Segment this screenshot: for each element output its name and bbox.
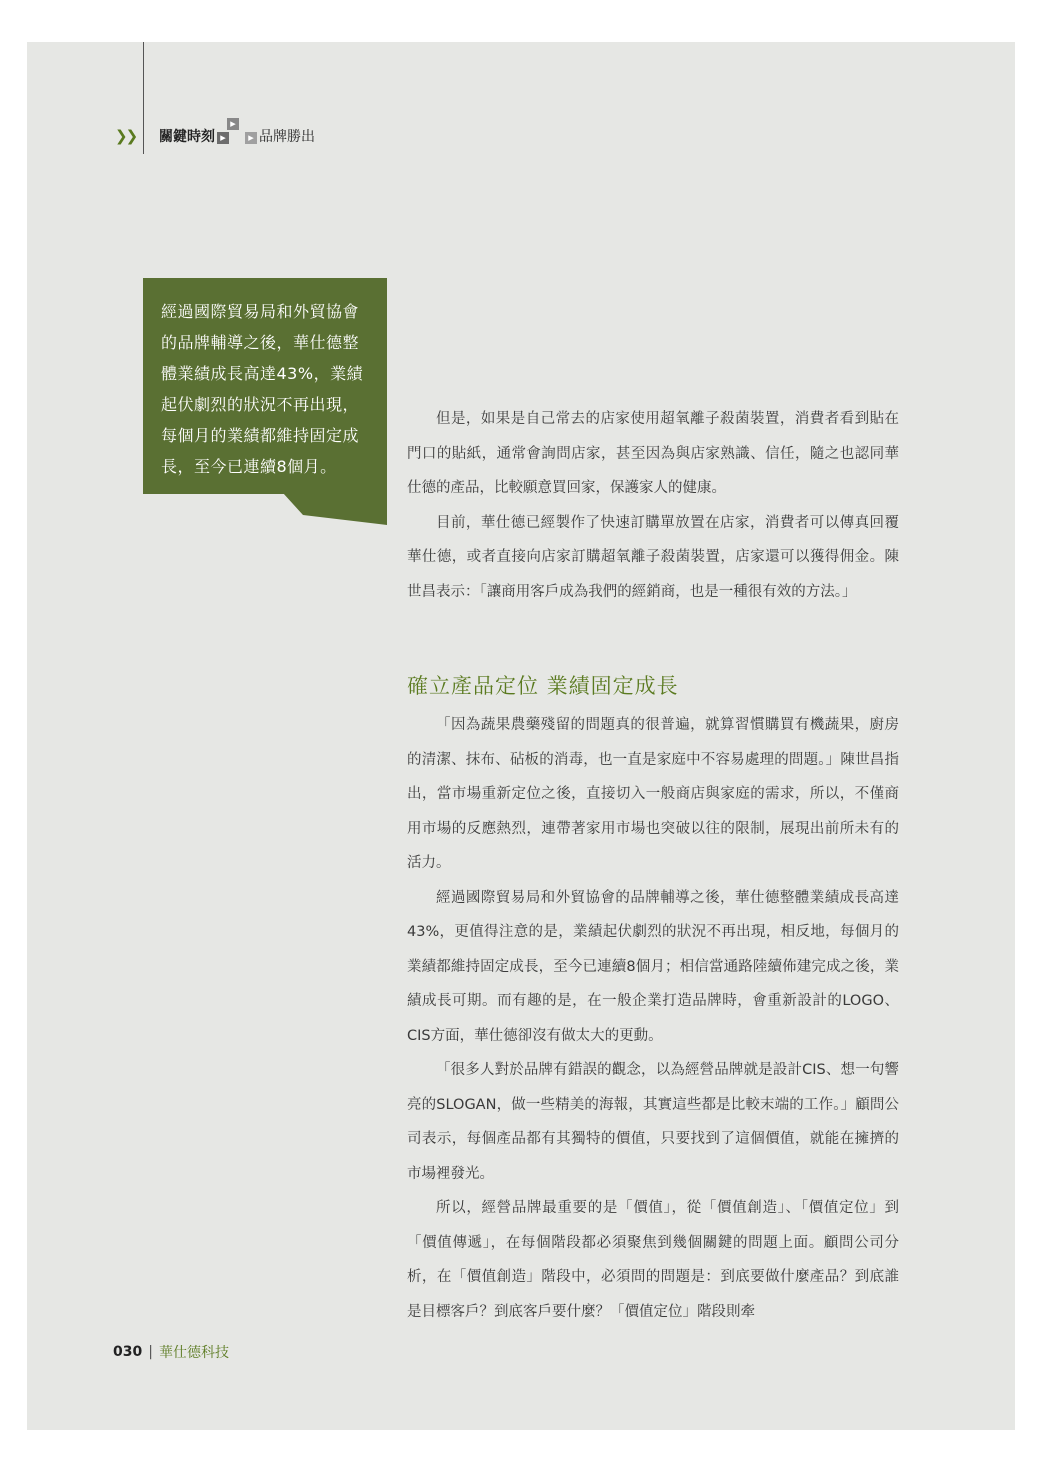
page-number: 030 bbox=[113, 1344, 143, 1360]
magazine-page bbox=[27, 42, 1015, 1430]
stacked-arrow-icon: ▸ ▸ ▸ bbox=[215, 126, 259, 146]
paragraph: 「很多人對於品牌有錯誤的觀念，以為經營品牌就是設計CIS、想一句響亮的SLOGAN，做一些精美的海報，其實這些都是比較末端的工作。」顧問公司表示，每個產品都有其獨特的價值，只要找到了這個價值，就能在擁擠的市場裡發光。 bbox=[407, 1062, 899, 1182]
article-body-top bbox=[407, 402, 899, 609]
pull-quote-text: 經過國際貿易局和外貿協會的品牌輔導之後，華仕德整體業績成長高達43%，業績起伏劇烈的狀況不再出現，每個月的業績都維持固定成長，至今已連續8個月。 bbox=[161, 302, 364, 476]
double-chevron-icon: ❯❯ bbox=[115, 127, 137, 145]
pull-quote-tail bbox=[143, 493, 387, 525]
paragraph: 「因為蔬果農藥殘留的問題真的很普遍，就算習慣購買有機蔬果，廚房的清潔、抹布、砧板的消毒，也一直是家庭中不容易處理的問題。」陳世昌指出，當市場重新定位之後，直接切入一般商店與家庭的需求，所以，不僅商用市場的反應熱烈，連帶著家用市場也突破以往的限制，展現出前所未有的活力。 bbox=[407, 717, 899, 871]
pull-quote-box bbox=[143, 278, 387, 494]
breadcrumb-section: 關鍵時刻 bbox=[159, 129, 215, 145]
paragraph: 但是，如果是自己常去的店家使用超氧離子殺菌裝置，消費者看到貼在門口的貼紙，通常會詢問店家，甚至因為與店家熟識、信任，隨之也認同華仕德的產品，比較願意買回家，保護家人的健康。 bbox=[407, 411, 899, 496]
breadcrumb-sub: 品牌勝出 bbox=[259, 129, 315, 145]
article-body-bottom bbox=[407, 708, 899, 1329]
section-header bbox=[115, 117, 315, 146]
paragraph: 目前，華仕德已經製作了快速訂購單放置在店家，消費者可以傳真回覆華仕德，或者直接向店家訂購超氧離子殺菌裝置，店家還可以獲得佣金。陳世昌表示：「讓商用客戶成為我們的經銷商，也是一種很有效的方法。」 bbox=[407, 514, 899, 600]
publication-name: 華仕德科技 bbox=[158, 1345, 229, 1361]
paragraph: 經過國際貿易局和外貿協會的品牌輔導之後，華仕德整體業績成長高達43%，更值得注意的是，業績起伏劇烈的狀況不再出現，相反地，每個月的業績都維持固定成長，至今已連續8個月；相信當通路陸續佈建完成之後，業績成長可期。而有趣的是，在一般企業打造品牌時，會重新設計的LOGO、CIS方面，華仕德卻沒有做太大的更動。 bbox=[407, 889, 899, 1044]
page-footer bbox=[113, 1342, 229, 1362]
section-heading: 確立產品定位 業績固定成長 bbox=[407, 674, 679, 698]
footer-separator: | bbox=[148, 1344, 153, 1360]
paragraph: 所以，經營品牌最重要的是「價值」，從「價值創造」、「價值定位」到「價值傳遞」，在每個階段都必須聚焦到幾個關鍵的問題上面。顧問公司分析，在「價值創造」階段中，必須問的問題是：到底要做什麼產品？到底誰是目標客戶？到底客戶要什麼？「價值定位」階段則牽 bbox=[407, 1200, 899, 1320]
